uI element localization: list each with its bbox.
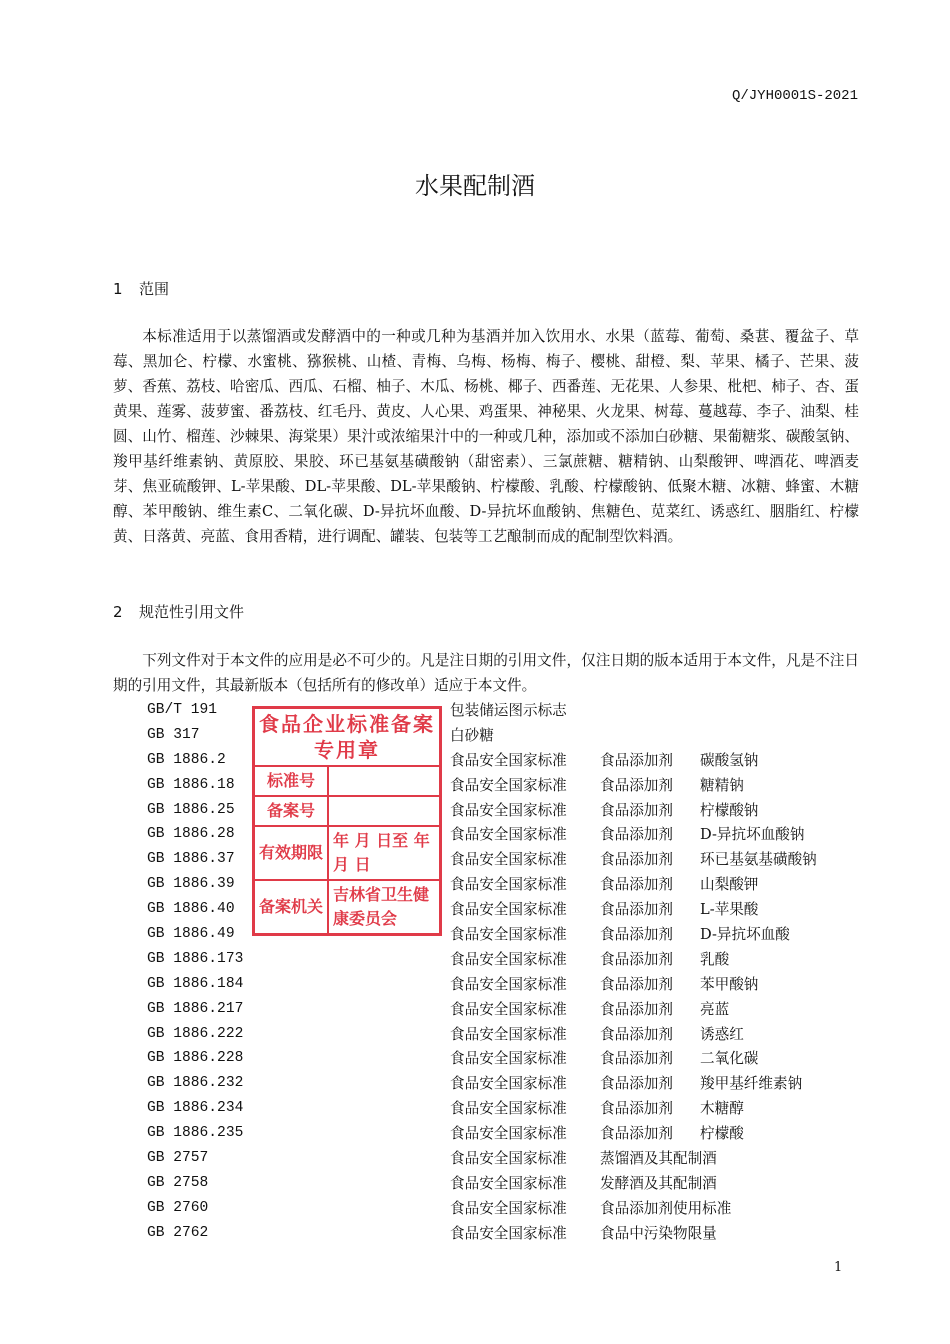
stamp-label: 备案机关 (255, 881, 329, 933)
page-number: 1 (834, 1260, 843, 1275)
reference-subtitle: 食品添加剂 (600, 1125, 673, 1143)
reference-code: GB 1886.173 (147, 950, 244, 967)
reference-item: 羧甲基纤维素钠 (700, 1075, 803, 1093)
reference-item: 柠檬酸钠 (700, 801, 759, 819)
reference-code: GB 1886.234 (147, 1100, 244, 1117)
reference-subtitle: 食品添加剂 (600, 901, 673, 919)
reference-title: 包装储运图示标志 (450, 702, 567, 719)
reference-item: 二氧化碳 (700, 1050, 759, 1068)
reference-subtitle: 食品添加剂 (600, 851, 673, 869)
reference-title: 食品安全国家标准 (450, 1075, 567, 1093)
reference-code: GB 1886.222 (147, 1025, 244, 1042)
reference-title: 食品安全国家标准 (450, 926, 567, 944)
reference-title: 食品安全国家标准 (450, 776, 567, 794)
stamp-title: 食品企业标准备案专用章 (255, 709, 439, 767)
reference-title: 食品安全国家标准 (450, 950, 567, 968)
stamp-value (329, 767, 439, 795)
reference-item: 木糖醇 (700, 1100, 744, 1118)
reference-title: 食品安全国家标准 (450, 975, 567, 993)
reference-subtitle: 食品添加剂 (600, 1000, 673, 1018)
reference-subtitle: 食品添加剂 (600, 826, 673, 844)
stamp-label: 备案号 (255, 797, 329, 825)
reference-item: 亮蓝 (700, 1000, 730, 1018)
reference-code: GB 1886.184 (147, 975, 244, 992)
section-number: 1 (113, 280, 123, 298)
reference-item: 苯甲酸钠 (700, 975, 759, 993)
reference-code: GB 1886.2 (147, 751, 226, 768)
reference-title: 食品安全国家标准 (450, 801, 567, 819)
reference-title: 食品安全国家标准 (450, 1100, 567, 1118)
stamp-value (329, 797, 439, 825)
reference-item: 柠檬酸 (700, 1125, 744, 1143)
reference-subtitle: 食品添加剂 (600, 1050, 673, 1068)
reference-title: 食品安全国家标准 (450, 826, 567, 844)
reference-title: 食品安全国家标准 (450, 876, 567, 894)
reference-code: GB 1886.232 (147, 1075, 244, 1092)
section-heading-references (113, 601, 244, 622)
reference-code: GB 1886.25 (147, 801, 235, 818)
reference-title: 食品安全国家标准 (450, 1050, 567, 1068)
section-heading-scope (113, 278, 169, 299)
reference-title: 食品安全国家标准 (450, 1125, 567, 1143)
stamp-label: 有效期限 (255, 827, 329, 879)
reference-code: GB 2758 (147, 1174, 209, 1191)
stamp-row (255, 767, 439, 797)
reference-subtitle: 食品添加剂 (600, 1025, 673, 1043)
reference-code: GB 1886.28 (147, 826, 235, 843)
scope-paragraph: 本标准适用于以蒸馏酒或发酵酒中的一种或几种为基酒并加入饮用水、水果（蓝莓、葡萄、桑葚、覆盆子、草莓、黑加仑、柠檬、水蜜桃、猕猴桃、山楂、青梅、乌梅、杨梅、梅子、樱桃、甜橙、梨、苹果、橘子、芒果、菠萝、香蕉、荔枝、哈密瓜、西瓜、石榴、柚子、木瓜、杨桃、椰子、西番莲、无花果、人参果、枇杷、柿子、杏、蛋黄果、莲雾、菠萝蜜、番荔枝、红毛丹、黄皮、人心果、鸡蛋果、神秘果、火龙果、树莓、蔓越莓、李子、油梨、桂圆、山竹、榴莲、沙棘果、海棠果）果汁或浓缩果汁中的一种或几种，添加或不添加白砂糖、果葡糖浆、碳酸氢钠、羧甲基纤维素钠、黄原胶、果胶、环已基氨基磺酸钠（甜密素）、三氯蔗糖、糖精钠、山梨酸钾、啤酒花、啤酒麦芽、焦亚硫酸钾、L-苹果酸、DL-苹果酸、DL-苹果酸钠、柠檬酸、乳酸、柠檬酸钠、低聚木糖、冰糖、蜂蜜、木糖醇、苯甲酸钠、维生素C、二氧化碳、D-异抗坏血酸、D-异抗坏血酸钠、焦糖色、苋菜红、诱惑红、胭脂红、柠檬黄、日落黄、亮蓝、食用香精，进行调配、罐装、包装等工艺酿制而成的配制型饮料酒。 (113, 328, 859, 545)
stamp-row (255, 881, 439, 933)
reference-title: 食品安全国家标准 (450, 851, 567, 869)
document-title: 水果配制酒 (415, 172, 535, 200)
reference-item: 碳酸氢钠 (700, 751, 759, 769)
reference-subtitle: 食品添加剂 (600, 801, 673, 819)
reference-code: GB 1886.39 (147, 876, 235, 893)
reference-item: 环已基氨基磺酸钠 (700, 851, 817, 869)
reference-subtitle: 食品添加剂 (600, 751, 673, 769)
reference-item: 山梨酸钾 (700, 876, 759, 894)
reference-subtitle: 发酵酒及其配制酒 (600, 1174, 717, 1192)
reference-item: 糖精钠 (700, 776, 744, 794)
reference-item: D-异抗坏血酸钠 (700, 826, 805, 844)
filing-stamp (252, 706, 442, 936)
stamp-value: 年 月 日至 年 月 日 (333, 831, 430, 874)
reference-code: GB 1886.235 (147, 1125, 244, 1142)
reference-subtitle: 食品添加剂 (600, 926, 673, 944)
reference-code: GB 1886.228 (147, 1050, 244, 1067)
reference-item: 乳酸 (700, 950, 730, 968)
stamp-label: 标准号 (255, 767, 329, 795)
reference-code: GB 1886.37 (147, 851, 235, 868)
reference-code: GB 1886.49 (147, 926, 235, 943)
reference-title: 食品安全国家标准 (450, 1174, 567, 1192)
reference-item: 诱惑红 (700, 1025, 744, 1043)
reference-code: GB/T 191 (147, 702, 218, 718)
stamp-row (255, 827, 439, 881)
reference-subtitle: 食品添加剂 (600, 1075, 673, 1093)
reference-title: 食品安全国家标准 (450, 1224, 567, 1242)
reference-title: 白砂糖 (450, 726, 494, 744)
reference-subtitle: 食品添加剂 (600, 950, 673, 968)
stamp-row (255, 797, 439, 827)
stamp-value: 吉林省卫生健康委员会 (333, 885, 430, 928)
section-number: 2 (113, 603, 123, 621)
reference-code: GB 317 (147, 726, 200, 743)
reference-title: 食品安全国家标准 (450, 1199, 567, 1217)
reference-title: 食品安全国家标准 (450, 1000, 567, 1018)
reference-title: 食品安全国家标准 (450, 1025, 567, 1043)
reference-subtitle: 食品添加剂 (600, 1100, 673, 1118)
section-title: 范围 (139, 280, 170, 298)
reference-subtitle: 食品添加剂使用标准 (600, 1199, 732, 1217)
reference-subtitle: 食品添加剂 (600, 776, 673, 794)
reference-code: GB 2760 (147, 1199, 209, 1216)
reference-subtitle: 食品添加剂 (600, 876, 673, 894)
references-paragraph: 下列文件对于本文件的应用是必不可少的。凡是注日期的引用文件，仅注日期的版本适用于本文件，凡是不注日期的引用文件，其最新版本（包括所有的修改单）适应于本文件。 (113, 652, 859, 694)
reference-code: GB 1886.18 (147, 776, 235, 793)
reference-title: 食品安全国家标准 (450, 751, 567, 769)
reference-subtitle: 蒸馏酒及其配制酒 (600, 1150, 717, 1168)
reference-item: D-异抗坏血酸 (700, 926, 790, 944)
reference-code: GB 1886.40 (147, 901, 235, 918)
reference-code: GB 2757 (147, 1150, 209, 1167)
reference-code: GB 2762 (147, 1224, 209, 1241)
reference-title: 食品安全国家标准 (450, 901, 567, 919)
reference-title: 食品安全国家标准 (450, 1150, 567, 1168)
reference-code: GB 1886.217 (147, 1000, 244, 1017)
section-title: 规范性引用文件 (139, 603, 245, 621)
reference-subtitle: 食品添加剂 (600, 975, 673, 993)
reference-subtitle: 食品中污染物限量 (600, 1224, 717, 1242)
reference-item: L-苹果酸 (700, 901, 759, 919)
standard-code: Q/JYH0001S-2021 (731, 88, 858, 104)
